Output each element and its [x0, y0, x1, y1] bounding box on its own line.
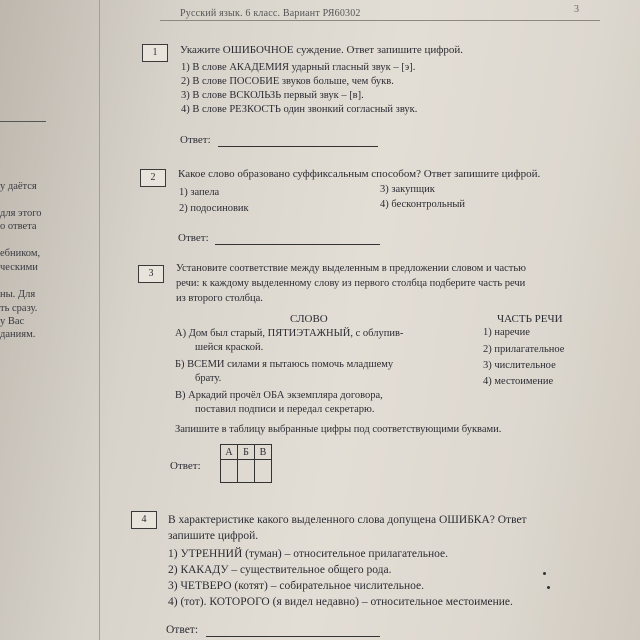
q1-answer-field[interactable]	[218, 146, 378, 147]
left-text-fragment: ческими	[0, 262, 38, 273]
q4-prompt-line-1: В характеристике какого выделенного слова допущена ОШИБКА? Ответ	[168, 514, 527, 526]
q3-part-2: 2) прилагательное	[483, 344, 565, 355]
left-text-fragment: ть сразу.	[0, 303, 38, 314]
q2-option-2: 2) подосиновик	[179, 203, 249, 214]
q3-part-1: 1) наречие	[483, 327, 530, 338]
ink-dot	[547, 586, 550, 589]
q2-option-4: 4) бесконтрольный	[380, 199, 465, 210]
q2-answer-label: Ответ:	[178, 232, 209, 244]
q1-answer-label: Ответ:	[180, 134, 211, 146]
q3-word-c-cont: поставил подписи и передал секретарю.	[195, 404, 375, 415]
q3-table-header-b: Б	[238, 445, 255, 460]
question-number-1: 1	[142, 44, 168, 62]
q2-option-3: 3) закупщик	[380, 184, 435, 195]
q3-table-header-c: В	[255, 445, 272, 460]
q1-option-1: 1) В слове АКАДЕМИЯ ударный гласный звук – [э].	[181, 62, 416, 73]
q1-prompt: Укажите ОШИБОЧНОЕ суждение. Ответ запишите цифрой.	[180, 44, 464, 56]
ink-dot	[543, 572, 546, 575]
q3-answer-label: Ответ:	[170, 460, 201, 472]
q4-answer-field[interactable]	[206, 636, 380, 637]
q1-option-4: 4) В слове РЕЗКОСТЬ один звонкий согласный звук.	[181, 104, 418, 115]
q3-answer-cell-b[interactable]	[238, 460, 255, 483]
left-text-fragment: у даётся	[0, 181, 37, 192]
q4-option-3: 3) ЧЕТВЕРО (котят) – собирательное числительное.	[168, 580, 424, 592]
question-number-3: 3	[138, 265, 164, 283]
q4-option-2: 2) КАКАДУ – существительное общего рода.	[168, 564, 392, 576]
q3-word-b-cont: брату.	[195, 373, 222, 384]
q3-prompt-line-2: речи: к каждому выделенному слову из первого столбца подберите часть речи	[176, 278, 526, 289]
q1-option-2: 2) В слове ПОСОБИЕ звуков больше, чем букв.	[181, 76, 394, 87]
q4-option-1: 1) УТРЕННИЙ (туман) – относительное прилагательное.	[168, 548, 448, 560]
q3-word-a: А) Дом был старый, ПЯТИЭТАЖНЫЙ, с облупив-	[175, 328, 404, 339]
q3-word-c: В) Аркадий прочёл ОБА экземпляра договора,	[175, 390, 383, 401]
q3-prompt-line-1: Установите соответствие между выделенным в предложении словом и частью	[176, 263, 527, 274]
header-divider	[160, 20, 600, 21]
left-text-fragment: для этого	[0, 208, 42, 219]
q4-prompt-line-2: запишите цифрой.	[168, 530, 259, 542]
q3-answer-cell-c[interactable]	[255, 460, 272, 483]
q3-instruction: Запишите в таблицу выбранные цифры под соответствующими буквами.	[175, 424, 502, 435]
q3-prompt-line-3: из второго столбца.	[176, 293, 263, 304]
q2-option-1: 1) запела	[179, 187, 220, 198]
question-number-2: 2	[140, 169, 166, 187]
q3-part-4: 4) местоимение	[483, 376, 554, 387]
q3-answer-cell-a[interactable]	[221, 460, 238, 483]
q4-answer-label: Ответ:	[166, 624, 199, 636]
q3-answer-table	[220, 444, 272, 483]
q3-column-part-of-speech: ЧАСТЬ РЕЧИ	[497, 313, 563, 325]
q3-table-header-a: А	[221, 445, 238, 460]
page-header: Русский язык. 6 класс. Вариант РЯ60302	[180, 8, 361, 19]
left-text-fragment: о ответа	[0, 221, 37, 232]
q2-answer-field[interactable]	[215, 244, 380, 245]
q3-column-word: СЛОВО	[290, 313, 328, 325]
q3-part-3: 3) числительное	[483, 360, 556, 371]
left-text-fragment: у Вас	[0, 316, 25, 327]
q3-word-b: Б) ВСЕМИ силами я пытаюсь помочь младшему	[175, 359, 394, 370]
q3-word-a-cont: шейся краской.	[195, 342, 264, 353]
q1-option-3: 3) В слове ВСКОЛЬЗЬ первый звук – [в].	[181, 90, 364, 101]
question-number-4: 4	[131, 511, 157, 529]
page-number: 3	[574, 4, 579, 15]
q2-prompt: Какое слово образовано суффиксальным способом? Ответ запишите цифрой.	[178, 168, 541, 180]
left-text-fragment: ны. Для	[0, 289, 36, 300]
left-text-fragment: ебником,	[0, 248, 41, 259]
left-text-fragment: даниям.	[0, 329, 36, 340]
margin-line	[99, 0, 100, 640]
left-rule	[0, 121, 46, 122]
q4-option-4: 4) (тот). КОТОРОГО (я видел недавно) – относительное местоимение.	[168, 596, 513, 608]
